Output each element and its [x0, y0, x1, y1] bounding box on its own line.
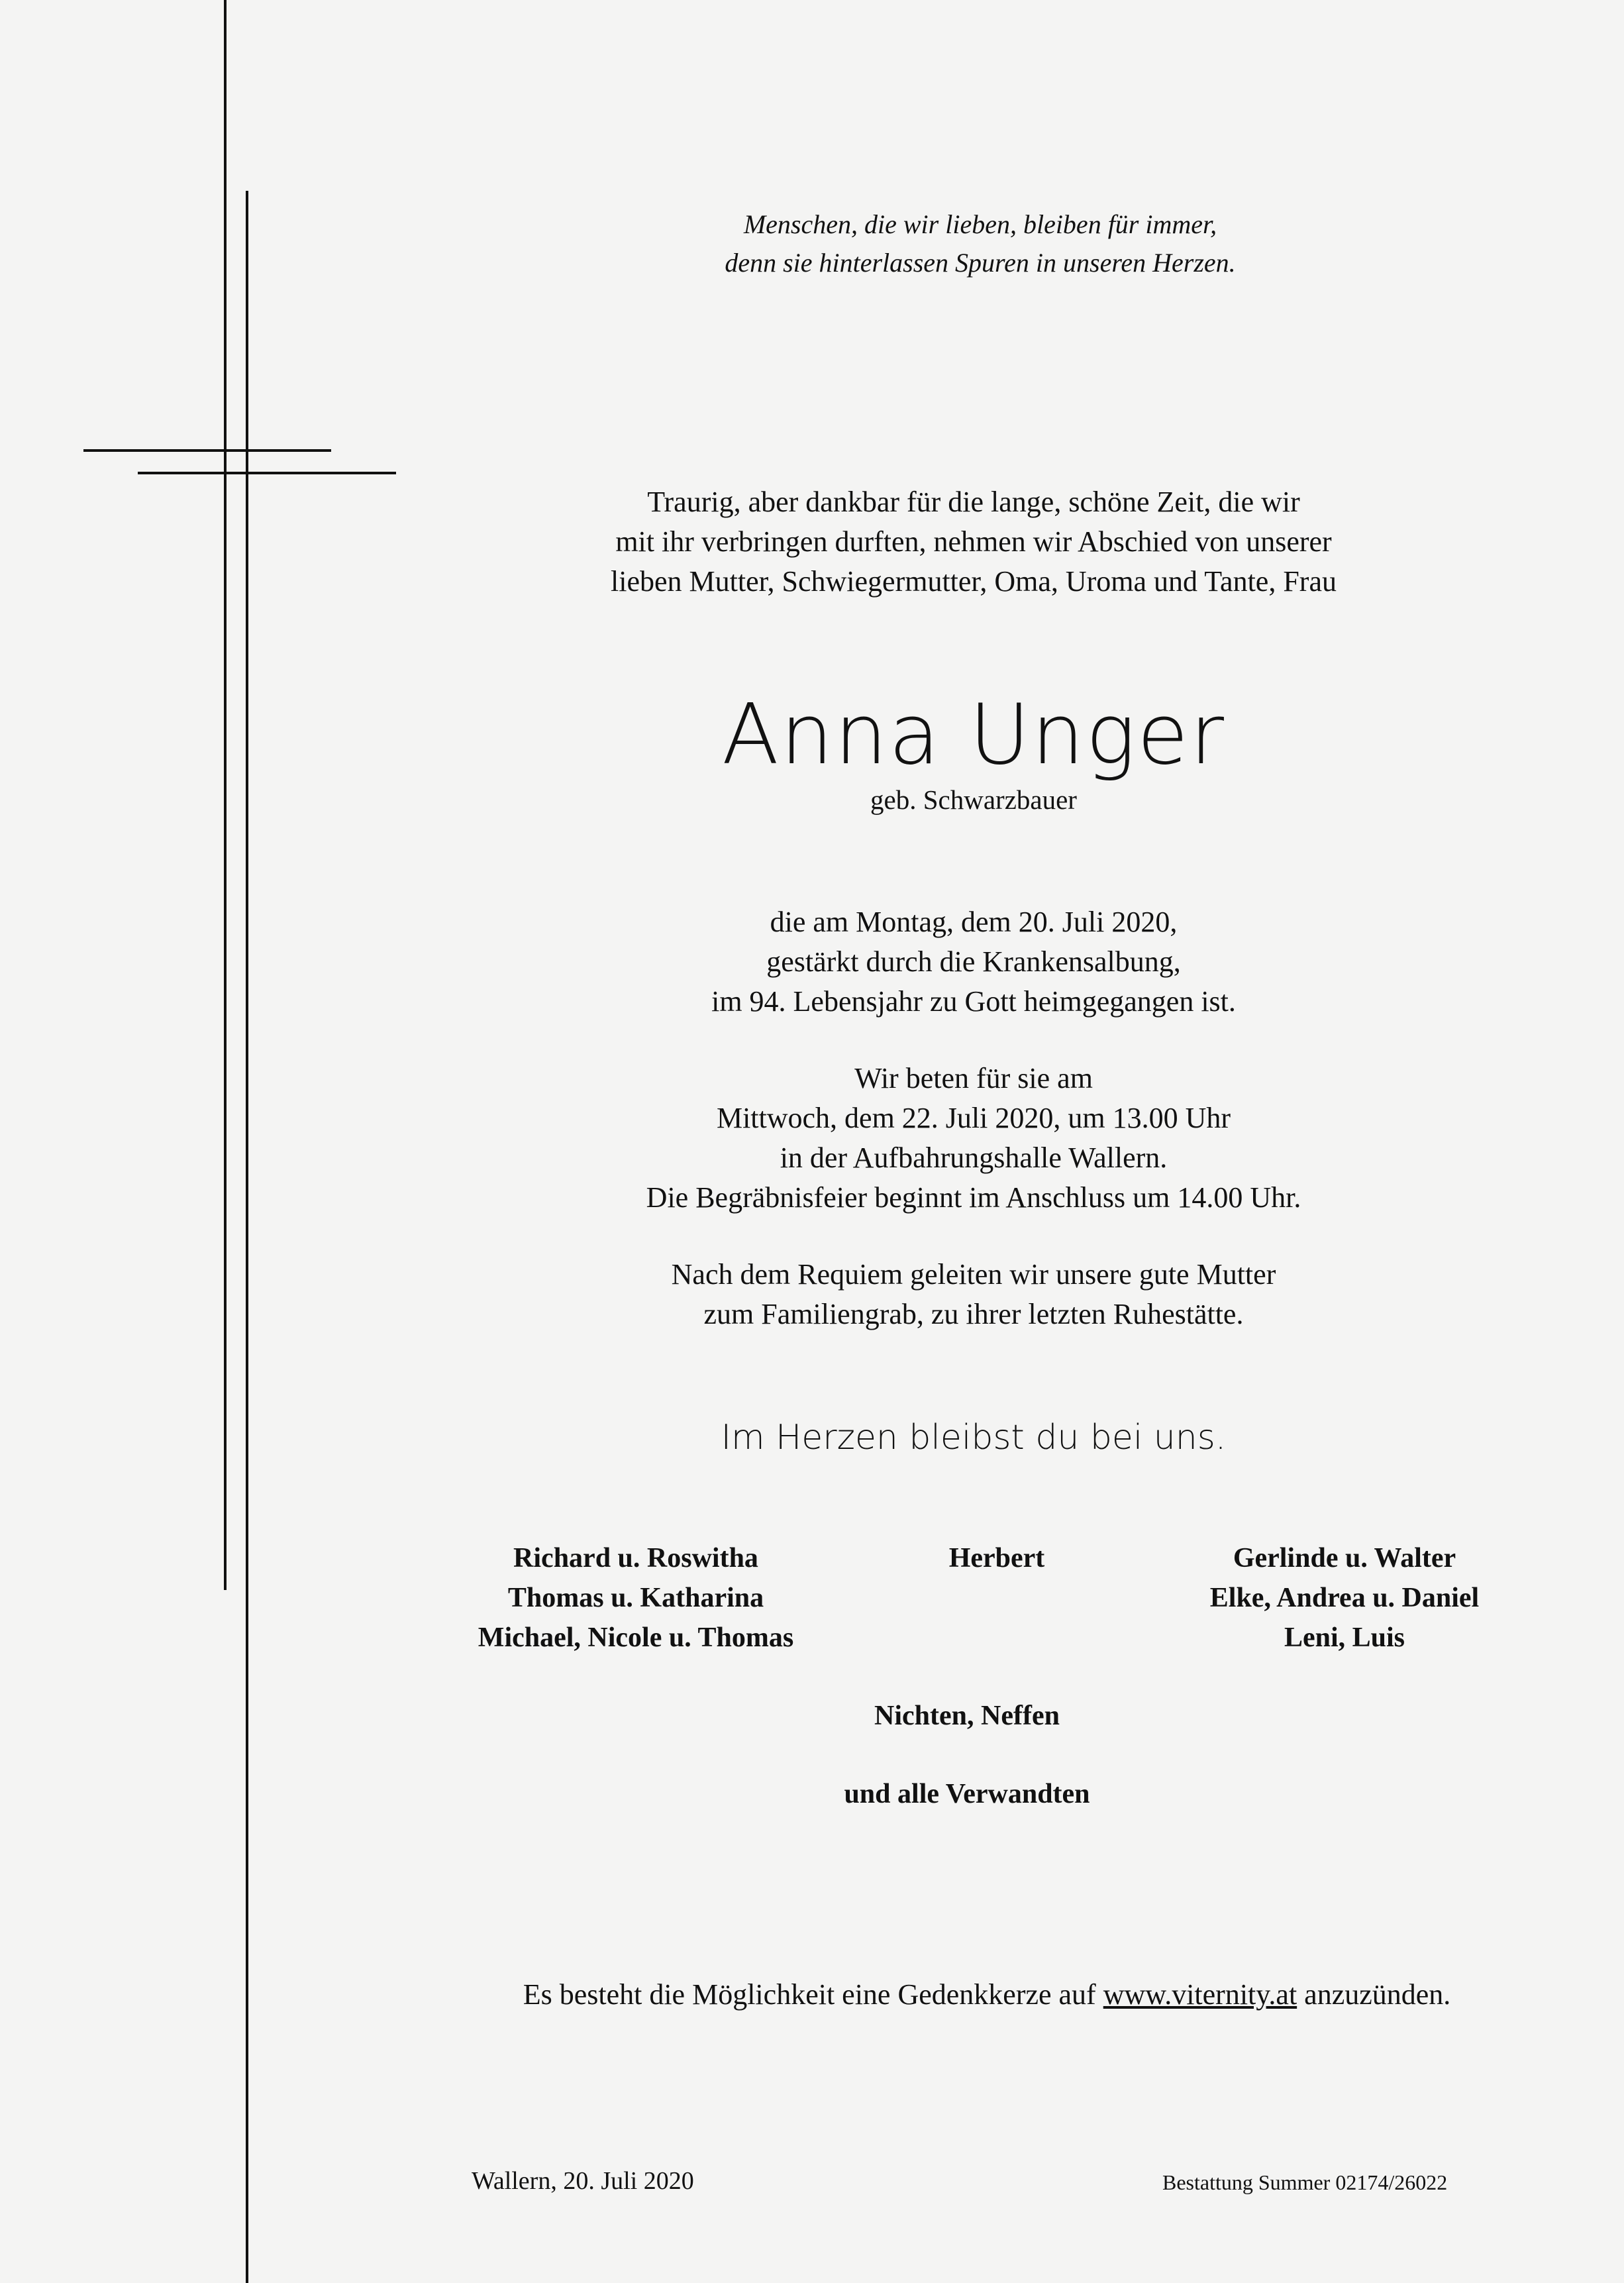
prayer-line: Wir beten für sie am: [854, 1062, 1093, 1094]
death-line: die am Montag, dem 20. Juli 2020,: [770, 906, 1178, 938]
intro-line: mit ihr verbringen durften, nehmen wir Abschied von unserer: [615, 525, 1332, 558]
cross-horizontal-bottom: [138, 472, 396, 474]
death-notice: [583, 902, 1364, 1022]
mourners-all-relatives: und alle Verwandten: [844, 1779, 1090, 1809]
mourners-middle-column: [868, 1538, 1126, 1578]
closing-phrase: Im Herzen bleibst du bei uns.: [721, 1418, 1227, 1458]
motto-line: Menschen, die wir lieben, bleiben für immer,: [743, 209, 1217, 239]
mourners-left-column: [424, 1538, 848, 1658]
prayer-line: Die Begräbnisfeier beginnt im Anschluss um 14.00 Uhr.: [646, 1181, 1301, 1214]
intro-paragraph: [517, 482, 1431, 602]
deceased-name: Anna Unger: [721, 686, 1226, 783]
viternity-link[interactable]: www.viternity.at: [1103, 1978, 1297, 2011]
undertaker-contact: Bestattung Summer 02174/26022: [1162, 2170, 1448, 2194]
prayer-notice: [556, 1059, 1391, 1218]
requiem-line: zum Familiengrab, zu ihrer letzten Ruhestätte.: [703, 1298, 1244, 1330]
candle-text-before: Es besteht die Möglichkeit eine Gedenkkerze auf: [523, 1978, 1103, 2011]
cross-vertical-right: [246, 191, 248, 2283]
cross-vertical-left: [224, 0, 227, 1590]
motto-quote: [662, 205, 1298, 282]
cross-horizontal-top: [83, 449, 331, 452]
prayer-line: Mittwoch, dem 22. Juli 2020, um 13.00 Uhr: [716, 1102, 1231, 1134]
death-line: gestärkt durch die Krankensalbung,: [766, 945, 1181, 978]
intro-line: Traurig, aber dankbar für die lange, schöne Zeit, die wir: [647, 486, 1300, 518]
mourner-line: Leni, Luis: [1284, 1622, 1405, 1653]
mourner-line: Michael, Nicole u. Thomas: [478, 1622, 794, 1653]
requiem-notice: [570, 1255, 1378, 1334]
mourners-nieces-nephews: Nichten, Neffen: [874, 1701, 1060, 1731]
maiden-name: geb. Schwarzbauer: [870, 784, 1077, 815]
candle-notice: [371, 1978, 1603, 2011]
place-date: Wallern, 20. Juli 2020: [472, 2167, 694, 2195]
mourners-right-column: [1139, 1538, 1550, 1658]
motto-line: denn sie hinterlassen Spuren in unseren Herzen.: [725, 248, 1236, 278]
candle-text-after: anzuzünden.: [1297, 1978, 1451, 2011]
death-line: im 94. Lebensjahr zu Gott heimgegangen ist.: [711, 985, 1236, 1018]
intro-line: lieben Mutter, Schwiegermutter, Oma, Uroma und Tante, Frau: [611, 565, 1337, 598]
mourner-line: Herbert: [948, 1543, 1045, 1573]
mourner-line: Elke, Andrea u. Daniel: [1209, 1583, 1480, 1613]
mourner-line: Gerlinde u. Walter: [1233, 1543, 1456, 1573]
requiem-line: Nach dem Requiem geleiten wir unsere gute Mutter: [671, 1258, 1276, 1291]
mourner-line: Thomas u. Katharina: [507, 1583, 764, 1613]
prayer-line: in der Aufbahrungshalle Wallern.: [780, 1142, 1168, 1174]
mourner-line: Richard u. Roswitha: [513, 1543, 758, 1573]
